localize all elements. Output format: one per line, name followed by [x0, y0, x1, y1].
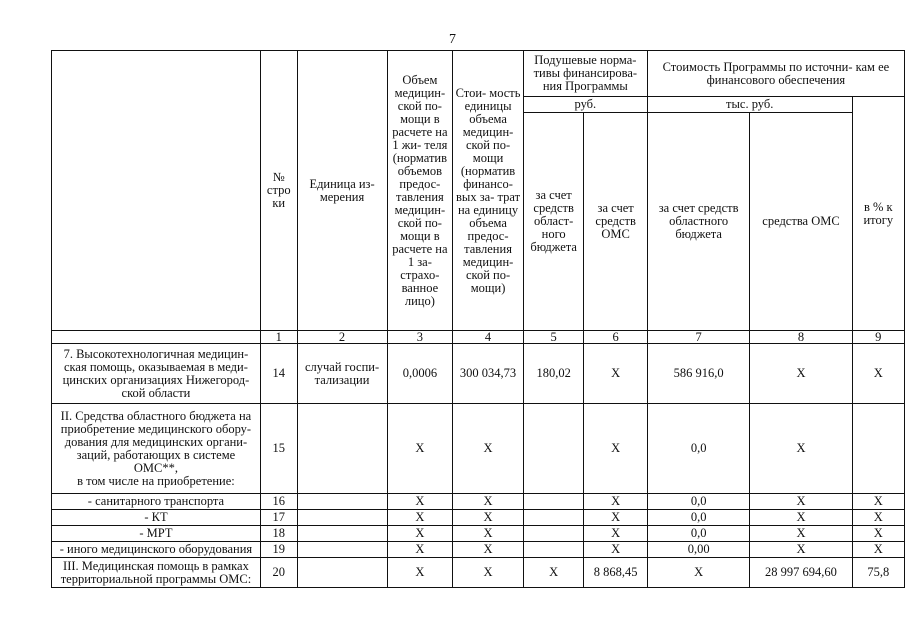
row-cost-budget: 0,0	[647, 526, 750, 542]
row-unit	[297, 494, 387, 510]
row-percent: 75,8	[852, 558, 904, 588]
column-number-blank	[52, 331, 261, 344]
column-number: 9	[852, 331, 904, 344]
page-number: 7	[449, 32, 456, 47]
header-regional-budget-thousand: за счет средств областного бюджета	[647, 113, 750, 331]
row-per-capita-oms: X	[584, 542, 647, 558]
row-number: 17	[260, 510, 297, 526]
row-per-capita-budget	[523, 494, 584, 510]
row-name: - иного медицинского оборудования	[52, 542, 261, 558]
row-name: 7. Высокотехнологичная медицин- ская помощь, оказываемая в меди- цинских организациях Нижегород- ской области	[52, 344, 261, 404]
row-unit	[297, 558, 387, 588]
row-per-capita-budget	[523, 526, 584, 542]
column-number: 1	[260, 331, 297, 344]
row-volume: X	[387, 542, 453, 558]
row-cost-budget: 0,0	[647, 494, 750, 510]
table-row	[52, 404, 905, 494]
row-unit	[297, 404, 387, 494]
header-unit-cost: Стои- мость единицы объема медицин- ской по- мощи (норматив финансо- вых за- трат на единицу объема предос- тавления медицин- ской по- мощи)	[453, 51, 524, 331]
program-cost-table	[51, 50, 905, 588]
row-per-capita-budget	[523, 510, 584, 526]
header-per-capita-group: Подушевые норма- тивы финансирова- ния Программы	[523, 51, 647, 97]
header-unit-rub: руб.	[523, 97, 647, 113]
header-name-cell	[52, 51, 261, 331]
row-per-capita-budget: X	[523, 558, 584, 588]
row-number: 14	[260, 344, 297, 404]
row-cost-budget: 0,00	[647, 542, 750, 558]
header-unit-thousand-rub: тыс. руб.	[647, 97, 852, 113]
row-number: 20	[260, 558, 297, 588]
table-row	[52, 526, 905, 542]
header-oms-thousand: средства ОМС	[750, 113, 852, 331]
row-number: 15	[260, 404, 297, 494]
column-number: 7	[647, 331, 750, 344]
row-unit	[297, 510, 387, 526]
row-per-capita-budget: 180,02	[523, 344, 584, 404]
row-percent: X	[852, 344, 904, 404]
row-name-main: II. Средства областного бюджета на приобретение медицинского обору- дования для медицинских органи- заций, работающих в системе ОМС**,	[60, 408, 252, 475]
column-number: 3	[387, 331, 453, 344]
header-volume: Объем медицин- ской по- мощи в расчете на 1 жи- теля (норматив объемов предос- тавления медицин- ской по- мощи в расчете на 1 за- страхо- ванное лицо)	[387, 51, 453, 331]
row-name: III. Медицинская помощь в рамках территориальной программы ОМС:	[52, 558, 261, 588]
row-cost-oms: X	[750, 510, 852, 526]
row-volume: X	[387, 526, 453, 542]
column-number: 6	[584, 331, 647, 344]
row-cost-budget: 0,0	[647, 404, 750, 494]
row-volume: X	[387, 558, 453, 588]
column-number: 5	[523, 331, 584, 344]
row-unit	[297, 542, 387, 558]
row-volume: X	[387, 510, 453, 526]
row-number: 16	[260, 494, 297, 510]
row-percent: X	[852, 526, 904, 542]
row-unit-cost: X	[453, 510, 524, 526]
header-oms-rub: за счет средств ОМС	[584, 113, 647, 331]
row-cost-oms: X	[750, 542, 852, 558]
row-name: - КТ	[52, 510, 261, 526]
row-unit-cost: X	[453, 494, 524, 510]
row-number: 18	[260, 526, 297, 542]
row-percent	[852, 404, 904, 494]
row-volume: X	[387, 404, 453, 494]
row-unit-cost: 300 034,73	[453, 344, 524, 404]
row-volume: X	[387, 494, 453, 510]
table-row	[52, 542, 905, 558]
header-regional-budget-rub: за счет средств област- ного бюджета	[523, 113, 584, 331]
row-per-capita-oms: X	[584, 494, 647, 510]
row-cost-oms: X	[750, 344, 852, 404]
row-cost-budget: 0,0	[647, 510, 750, 526]
row-per-capita-oms: X	[584, 344, 647, 404]
header-row-number: № стро ки	[260, 51, 297, 331]
row-unit: случай госпи- тализации	[297, 344, 387, 404]
row-per-capita-oms: X	[584, 526, 647, 542]
column-number-row	[52, 331, 905, 344]
row-unit-cost: X	[453, 542, 524, 558]
row-name-sub: в том числе на приобретение:	[77, 473, 235, 488]
row-cost-oms: X	[750, 526, 852, 542]
row-percent: X	[852, 542, 904, 558]
row-name	[52, 404, 261, 494]
row-cost-oms: 28 997 694,60	[750, 558, 852, 588]
row-percent: X	[852, 510, 904, 526]
table-row	[52, 558, 905, 588]
row-volume: 0,0006	[387, 344, 453, 404]
column-number: 2	[297, 331, 387, 344]
table-row	[52, 494, 905, 510]
row-per-capita-oms: X	[584, 404, 647, 494]
row-unit-cost: X	[453, 526, 524, 542]
row-unit-cost: X	[453, 404, 524, 494]
row-cost-budget: 586 916,0	[647, 344, 750, 404]
row-percent: X	[852, 494, 904, 510]
row-per-capita-budget	[523, 542, 584, 558]
column-number: 4	[453, 331, 524, 344]
row-cost-budget: X	[647, 558, 750, 588]
row-unit	[297, 526, 387, 542]
row-number: 19	[260, 542, 297, 558]
row-cost-oms: X	[750, 494, 852, 510]
row-name: - санитарного транспорта	[52, 494, 261, 510]
table-row	[52, 510, 905, 526]
row-name: - МРТ	[52, 526, 261, 542]
column-number: 8	[750, 331, 852, 344]
row-per-capita-budget	[523, 404, 584, 494]
row-cost-oms: X	[750, 404, 852, 494]
row-per-capita-oms: 8 868,45	[584, 558, 647, 588]
header-percent-total: в % к итогу	[852, 97, 904, 331]
row-unit-cost: X	[453, 558, 524, 588]
table-row	[52, 344, 905, 404]
row-per-capita-oms: X	[584, 510, 647, 526]
header-program-cost-group: Стоимость Программы по источни- кам ее финансового обеспечения	[647, 51, 904, 97]
header-row-1	[52, 51, 905, 97]
header-unit: Единица из- мерения	[297, 51, 387, 331]
